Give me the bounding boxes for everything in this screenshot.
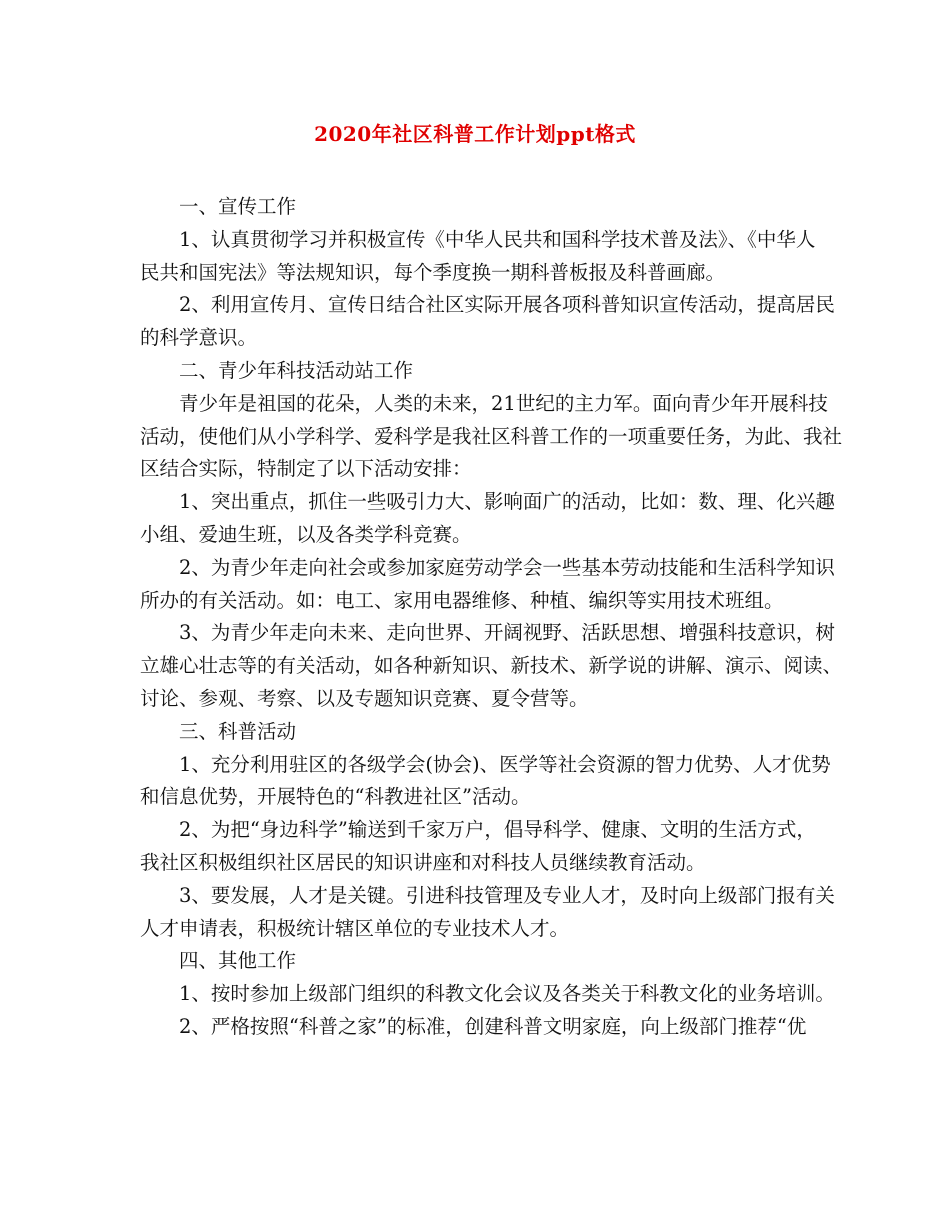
paragraph-line: 的科学意识。 bbox=[140, 326, 258, 350]
paragraph-line: 立雄心壮志等的有关活动，如各种新知识、新技术、新学说的讲解、演示、阅读、 bbox=[140, 654, 843, 678]
paragraph-line: 2、利用宣传月、宣传日结合社区实际开展各项科普知识宣传活动，提高居民 bbox=[179, 293, 835, 317]
paragraph-line: 2、严格按照“科普之家”的标准，创建科普文明家庭，向上级部门推荐“优 bbox=[179, 1014, 807, 1038]
paragraph-line: 青少年是祖国的花朵，人类的未来，21世纪的主力军。面向青少年开展科技 bbox=[179, 391, 828, 415]
document-body bbox=[140, 191, 843, 1044]
section-heading: 一、宣传工作 bbox=[179, 195, 297, 218]
paragraph-line: 1、认真贯彻学习并积极宣传《中华人民共和国科学技术普及法》、《中华人 bbox=[179, 227, 816, 251]
document-title: 2020年社区科普工作计划ppt格式 bbox=[314, 122, 636, 146]
section-heading: 二、青少年科技活动站工作 bbox=[179, 358, 414, 382]
section-heading: 三、科普活动 bbox=[179, 719, 297, 743]
paragraph-line: 3、为青少年走向未来、走向世界、开阔视野、活跃思想、增强科技意识，树 bbox=[179, 621, 835, 645]
paragraph-line: 人才申请表，积极统计辖区单位的专业技术人才。 bbox=[140, 916, 570, 940]
paragraph-line: 1、突出重点，抓住一些吸引力大、影响面广的活动，比如：数、理、化兴趣 bbox=[179, 490, 835, 514]
paragraph-line: 我社区积极组织社区居民的知识讲座和对科技人员继续教育活动。 bbox=[140, 850, 706, 874]
paragraph-line: 2、为青少年走向社会或参加家庭劳动学会一些基本劳动技能和生活科学知识 bbox=[179, 555, 835, 579]
paragraph-line: 讨论、参观、考察、以及专题知识竞赛、夏令营等。 bbox=[140, 686, 589, 710]
paragraph-line: 2、为把“身边科学”输送到千家万户，倡导科学、健康、文明的生活方式， bbox=[179, 818, 816, 842]
paragraph-line: 活动，使他们从小学科学、爱科学是我社区科普工作的一项重要任务，为此、我社 bbox=[140, 424, 843, 448]
paragraph-line: 小组、爱迪生班，以及各类学科竞赛。 bbox=[140, 522, 472, 546]
paragraph-line: 区结合实际，特制定了以下活动安排： bbox=[140, 457, 472, 481]
section-heading: 四、其他工作 bbox=[179, 949, 297, 973]
paragraph-line: 所办的有关活动。如：电工、家用电器维修、种植、编织等实用技术班组。 bbox=[140, 588, 784, 612]
paragraph-line: 1、按时参加上级部门组织的科教文化会议及各类关于科教文化的业务培训。 bbox=[179, 982, 835, 1006]
paragraph-line: 民共和国宪法》等法规知识，每个季度换一期科普板报及科普画廊。 bbox=[140, 260, 726, 284]
paragraph-line: 和信息优势，开展特色的“科教进社区”活动。 bbox=[140, 785, 531, 809]
paragraph-line: 3、要发展，人才是关键。引进科技管理及专业人才，及时向上级部门报有关 bbox=[179, 883, 835, 907]
paragraph-line: 1、充分利用驻区的各级学会(协会)、医学等社会资源的智力优势、人才优势 bbox=[179, 752, 831, 776]
